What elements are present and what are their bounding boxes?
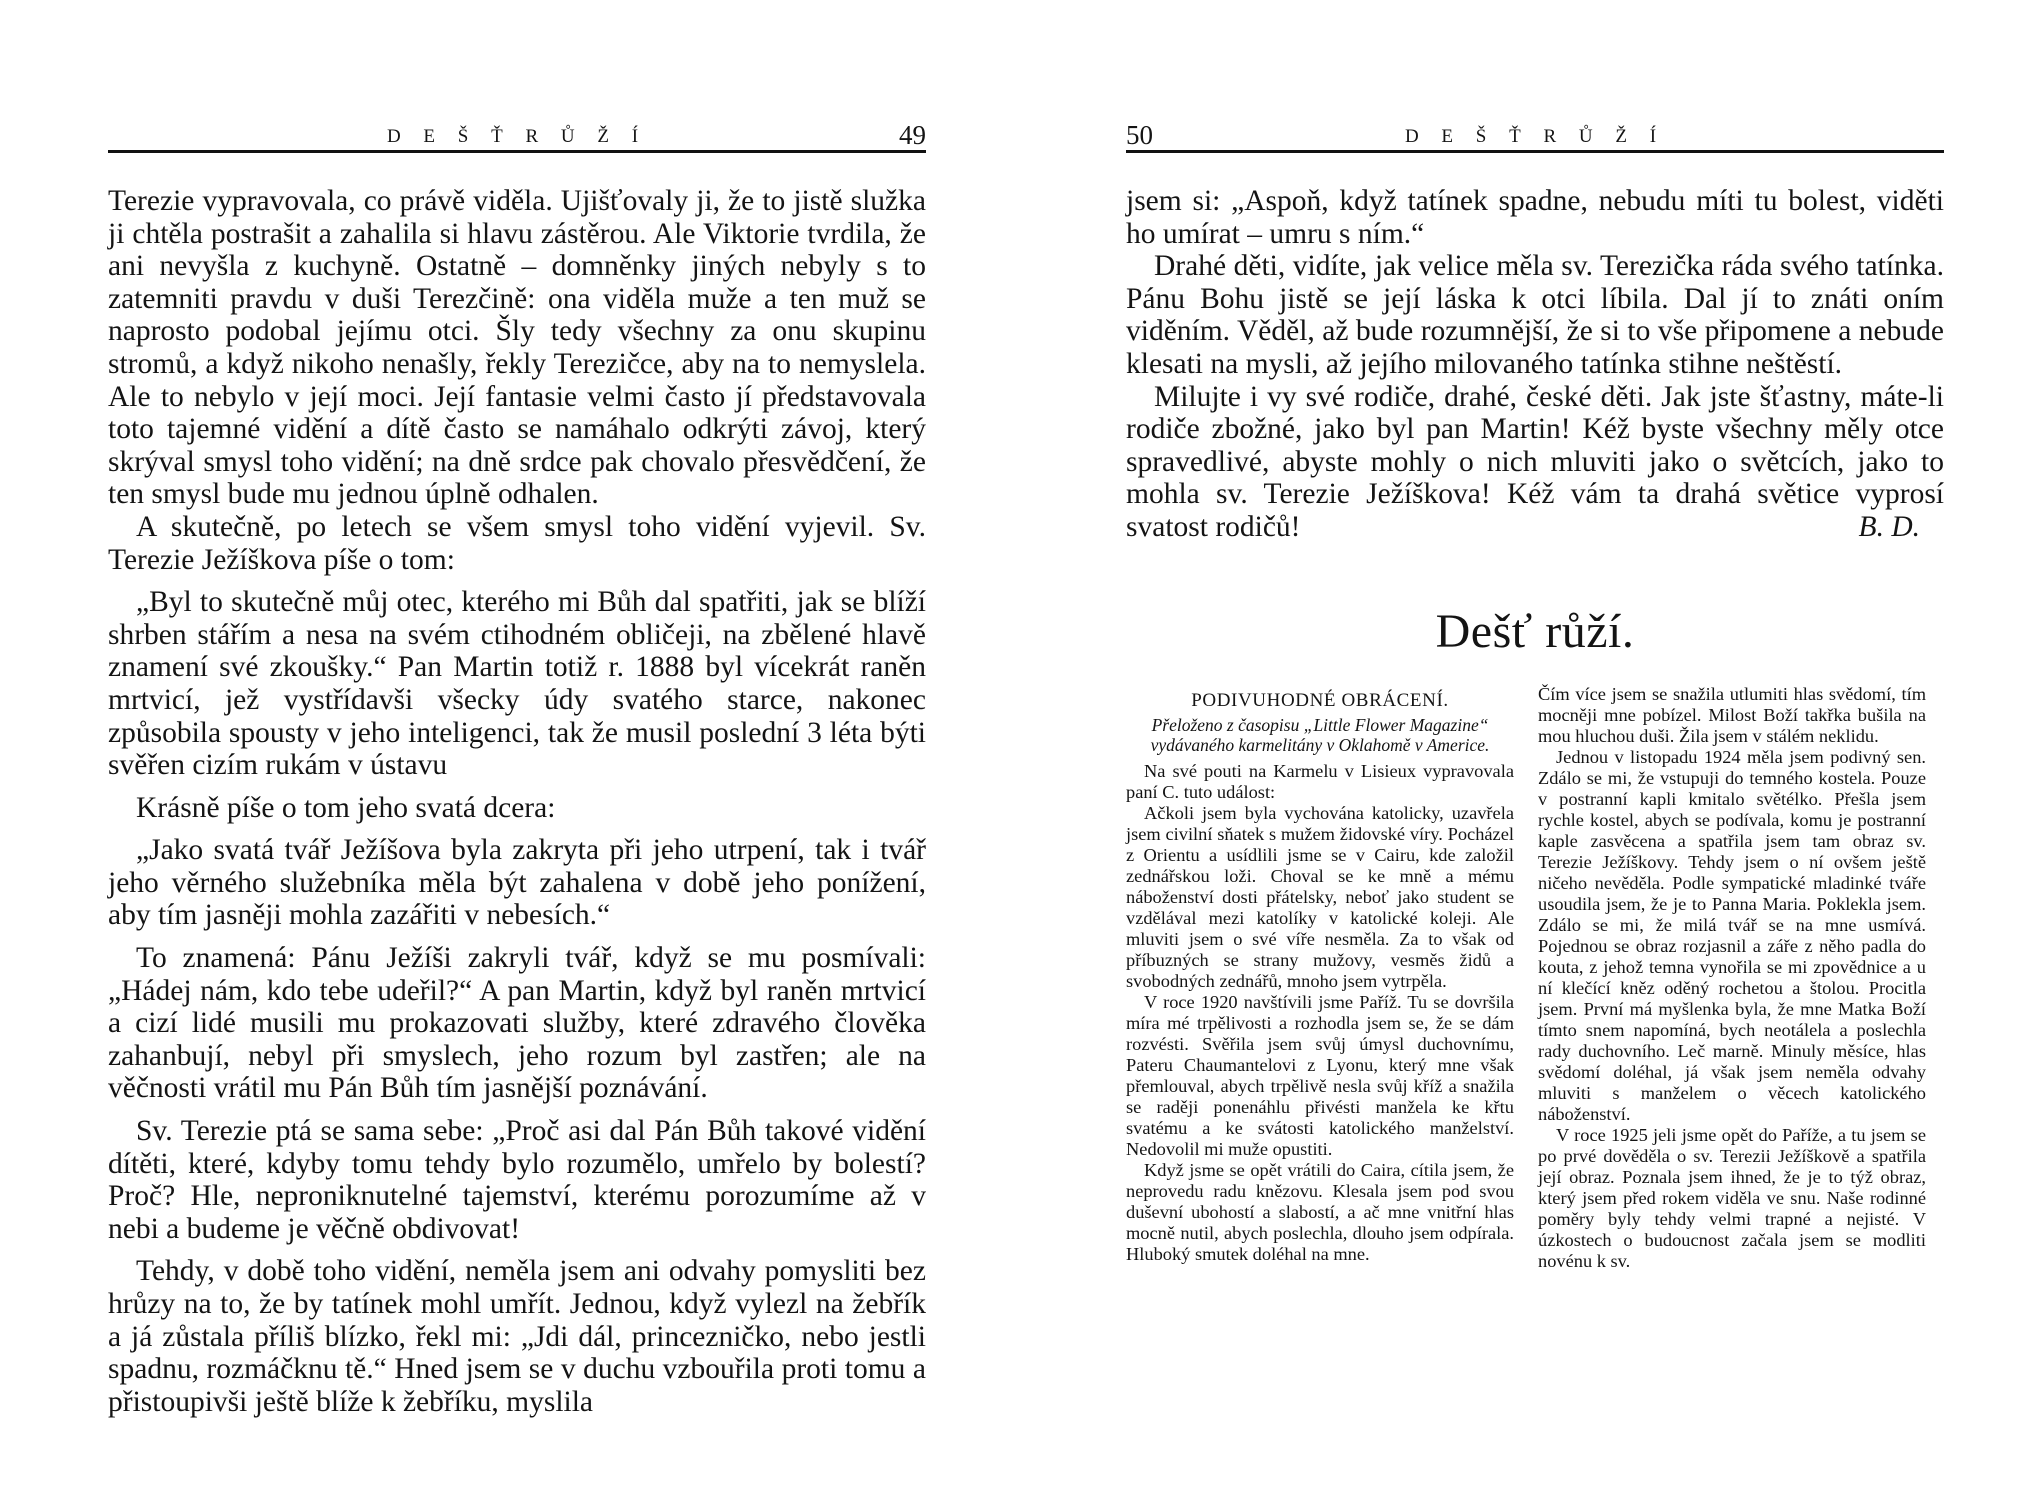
header-rule [1126,150,1944,153]
paragraph: „Jako svatá tvář Ježíšova byla zakryta při jeho utrpení, tak i tvář jeho věrného služebníka měla být zahalena v době jeho ponížení, aby tím jasněji mohla zazářiti v nebesích.“ [108,834,926,932]
paragraph: Ačkoli jsem byla vychována katolicky, uzavřela jsem civilní sňatek s mužem židovské víry. Pocházel z Orientu a usídlili jsme se v Cairu, kde založil zednářskou loži. Choval se ke mně a mému náboženství dosti přátelsky, neboť jako student se vzdělával mezi katolíky v katolické koleji. Ale mluviti jsem o své víře nesměla. Za to však od příbuzných se strany mužovy, vesměs židů a svobodných zednářů, mnoho jsem vytrpěla. [1126,803,1514,991]
column-left [1126,684,1514,1265]
subheading: PODIVUHODNÉ OBRÁCENÍ. [1191,690,1449,711]
paragraph: Čím více jsem se snažila utlumiti hlas svědomí, tím mocněji mne pobízel. Milost Boží takřka bušila na mou hluchou duši. Žila jsem v stálém neklidu. [1538,684,1926,746]
header-rule [108,150,926,153]
page-body [1126,185,1944,544]
paragraph: Na své pouti na Karmelu v Lisieux vypravovala paní C. tuto událost: [1126,761,1514,802]
signature: B. D. [1858,510,1920,543]
paragraph: Drahé děti, vidíte, jak velice měla sv. Terezička ráda svého tatínka. Pánu Bohu jistě se její láska k otci líbila. Dal jí to znáti oním viděním. Věděl, až bude rozumnější, že si to vše připomene a nebude klesati na mysli, až jejího milovaného tatínka stihne neštěstí. [1126,250,1944,380]
right-page [1126,0,1944,1500]
paragraph [1126,381,1944,544]
paragraph-text: Milujte i vy své rodiče, drahé, české děti. Jak jste šťastny, máte-li rodiče zbožné, jako byl pan Martin! Kéž byste všechny měly otce spravedlivé, abyste mohly o nich mluviti jako o světcích, jako to mohla sv. Terezie Ježíškova! Kéž vám ta drahá světice vyprosí svatost rodičů! [1126,380,1944,543]
paragraph: „Byl to skutečně můj otec, kterého mi Bůh dal spatřiti, jak se blíží shrben stářím a nesa na svém ctihodném obličeji, na zbělené hlavě znamení své zkoušky.“ Pan Martin totiž r. 1888 byl vícekrát raněn mrtvicí, jež vystřídavši všecky údy svatého starce, nakonec způsobila spousty v jeho inteligenci, tak že musil poslední 3 léta býti svěřen cizím rukám v ústavu [108,586,926,782]
paragraph: Tehdy, v době toho vidění, neměla jsem ani odvahy pomysliti bez hrůzy na to, že by tatínek mohl umřít. Jednou, když vylezl na žebřík a já zůstala příliš blízko, řekl mi: „Jdi dál, princezničko, nebo jestli spadnu, rozmáčknu tě.“ Hned jsem se v duchu vzbouřila proti tomu a přistoupivši ještě blíže k žebříku, myslila [108,1255,926,1418]
running-title: D E Š Ť R Ů Ž Í [386,126,648,147]
source-note: Přeloženo z časopisu „Little Flower Magazine“ vydávaného karmelitány v Oklahomě v Americe. [1150,715,1490,755]
page-body [108,185,926,1418]
page-number: 49 [899,120,926,150]
paragraph: Sv. Terezie ptá se sama sebe: „Proč asi dal Pán Bůh takové vidění dítěti, které, kdyby tomu tehdy bylo rozumělo, umřelo by bolestí? Proč? Hle, neproniknutelné tajemství, kterému porozumíme až v nebi a budeme je věčně obdivovat! [108,1115,926,1245]
running-title: D E Š Ť R Ů Ž Í [1404,126,1666,147]
column-right [1538,684,1926,1272]
left-page [108,0,926,1500]
paragraph: A skutečně, po letech se všem smysl toho vidění vyjevil. Sv. Terezie Ježíškova píše o tom: [108,510,926,576]
paragraph: jsem si: „Aspoň, když tatínek spadne, nebudu míti tu bolest, viděti ho umírat – umru s ním.“ [1126,185,1944,250]
paragraph: Krásně píše o tom jeho svatá dcera: [136,791,556,824]
paragraph: To znamená: Pánu Ježíši zakryli tvář, když se mu posmívali: „Hádej nám, kdo tebe udeřil?“ A pan Martin, když byl raněn mrtvicí a cizí lidé musili mu prokazovati služby, které zdravého člověka zahanbují, nebyl při smyslech, jeho rozum byl zastřen; ale na věčnosti vrátil mu Pán Bůh tím jasnější poznávání. [108,942,926,1105]
paragraph: V roce 1925 jeli jsme opět do Paříže, a tu jsem se po prvé dověděla o sv. Terezii Ježíškově a spatřila její obraz. Poznala jsem ihned, že je to týž obraz, který jsem před rokem viděla ve snu. Naše rodinné poměry byly tehdy velmi trapné a nejisté. V úzkostech o budoucnost začala jsem se modliti novénu k sv. [1538,1125,1926,1271]
paragraph: Terezie vypravovala, co právě viděla. Ujišťovaly ji, že to jistě služka ji chtěla postrašit a zahalila si hlavu zástěrou. Ale Viktorie tvrdila, že ani nevyšla z kuchyně. Ostatně – domněnky jiných nebyly s to zatemniti pravdu v duši Terezčině: ona viděla muže a ten muž se naprosto podobal jejímu otci. Šly tedy všechny za onu skupinu stromů, a když nikoho nenašly, řekly Terezičce, aby na to nemyslela. Ale to nebylo v její moci. Její fantasie velmi často jí představovala toto tajemné vidění a dítě často se namáhalo odkrýti závoj, který skrýval smysl toho vidění; na dně srdce pak chovalo přesvědčení, že ten smysl bude mu jednou úplně odhalen. [108,185,926,511]
paragraph: Když jsme se opět vrátili do Caira, cítila jsem, že neprovedu radu knězovu. Klesala jsem pod svou duševní ubohostí a slabostí, a ač mne vnitřní hlas mocně nutil, abych poslechla, dlouho jsem odpírala. Hluboký smutek doléhal na mne. [1126,1160,1514,1264]
paragraph: V roce 1920 navštívili jsme Paříž. Tu se dovršila míra mé trpělivosti a rozhodla jsem se, že se dám rozvésti. Svěřila jsem svůj úmysl duchovnímu, Pateru Chaumantelovi z Lyonu, který mne však přemlouval, abych trpělivě nesla svůj kříž a snažila se raději ponenáhlu přivésti manžela ke křtu svatému a ke svátosti katolického manželství. Nedovolil mi muže opustiti. [1126,992,1514,1159]
article-title: Dešť růží. [1435,605,1635,658]
paragraph: Jednou v listopadu 1924 měla jsem podivný sen. Zdálo se mi, že vstupuji do temného kostela. Pouze v postranní kapli kmitalo světélko. Přešla jsem rychle kostel, abych se podívala, komu je postranní kaple zasvěcena a spatřila jsem tam obraz sv. Terezie Ježíškovy. Tehdy jsem o ní ovšem ještě ničeho nevěděla. Podle sympatické mladinké tváře usoudila jsem, že je to Panna Maria. Poklekla jsem. Zdálo se mi, že milá tvář se na mne usmívá. Pojednou se obraz rozjasnil a záře z něho padla do kouta, z jehož temna vynořila se mi zpovědnice a u ní klečící kněz oděný rochetou a štolou. Procitla jsem. První má myšlenka byla, že mne Matka Boží tímto snem napomíná, bych neotálela a poslechla rady duchovního. Leč marně. Minuly měsíce, hlas svědomí doléhal, já však jsem neměla odvahy mluviti s manželem o věcech katolického náboženství. [1538,747,1926,1124]
page-number: 50 [1126,120,1153,150]
